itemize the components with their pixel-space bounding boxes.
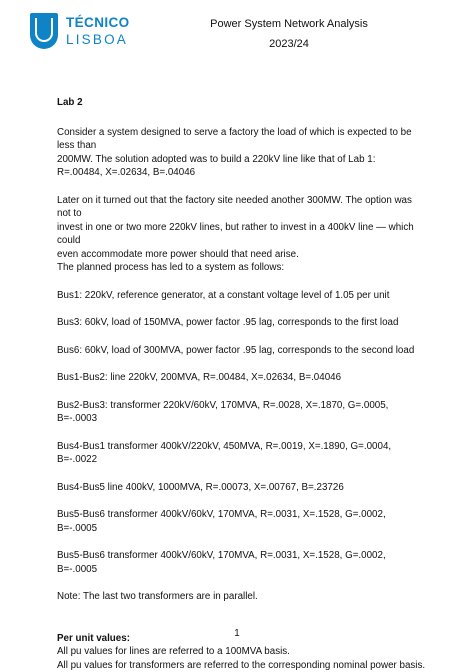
bus6-spec: Bus6: 60kV, load of 300MVA, power factor .95 lag, corresponds to the second load — [57, 344, 427, 358]
bus5-bus6-spec-b: Bus5-Bus6 transformer 400kV/60kV, 170MVA, R=.0031, X=.1528, G=.0002, B=-.0005 — [57, 549, 427, 576]
document-body — [57, 96, 427, 672]
lab-heading: Lab 2 — [57, 96, 427, 110]
text-line: The planned process has led to a system as follows: — [57, 261, 427, 275]
logo-text-line1: TÉCNICO — [66, 15, 130, 31]
text-line: invest in one or two more 220kV lines, but rather to invest in a 400kV line — which could — [57, 221, 427, 248]
bus4-bus1-spec: Bus4-Bus1 transformer 400kV/220kV, 450MVA, R=.0019, X=.1890, G=.0004, B=-.0022 — [57, 440, 427, 467]
bus1-bus2-spec: Bus1-Bus2: line 220kV, 200MVA, R=.00484, X=.02634, B=.04046 — [57, 371, 427, 385]
bus3-spec: Bus3: 60kV, load of 150MVA, power factor .95 lag, corresponds to the first load — [57, 316, 427, 330]
pu-heading: Per unit values: — [57, 632, 427, 646]
ist-logo-icon — [30, 13, 58, 49]
pu-transformers-note: All pu values for transformers are referred to the corresponding nominal power basis. — [57, 659, 427, 672]
logo-text-line2: LISBOA — [66, 32, 128, 48]
bus5-bus6-spec-a: Bus5-Bus6 transformer 400kV/60kV, 170MVA, R=.0031, X=.1528, G=.0002, B=-.0005 — [57, 508, 427, 535]
text-line: Consider a system designed to serve a factory the load of which is expected to be less than — [57, 126, 427, 153]
header-title: Power System Network Analysis — [190, 17, 388, 31]
text-line: R=.00484, X=.02634, B=.04046 — [57, 166, 427, 180]
tecnico-lisboa-logo — [30, 13, 150, 51]
page-number: 1 — [0, 628, 474, 639]
bus2-bus3-spec: Bus2-Bus3: transformer 220kV/60kV, 170MVA, R=.0028, X=.1870, G=.0005, B=-.0003 — [57, 399, 427, 426]
later-paragraph — [57, 194, 427, 275]
text-line: even accommodate more power should that need arise. — [57, 248, 427, 262]
bus4-bus5-spec: Bus4-Bus5 line 400kV, 1000MVA, R=.00073, X=.00767, B=.23726 — [57, 481, 427, 495]
text-line: 200MW. The solution adopted was to build a 220kV line like that of Lab 1: — [57, 153, 427, 167]
parallel-note: Note: The last two transformers are in parallel. — [57, 590, 427, 604]
bus1-spec: Bus1: 220kV, reference generator, at a constant voltage level of 1.05 per unit — [57, 289, 427, 303]
intro-paragraph — [57, 126, 427, 180]
header-year: 2023/24 — [190, 37, 388, 51]
text-line: Later on it turned out that the factory site needed another 300MW. The option was not to — [57, 194, 427, 221]
pu-lines-note: All pu values for lines are referred to a 100MVA basis. — [57, 645, 427, 659]
